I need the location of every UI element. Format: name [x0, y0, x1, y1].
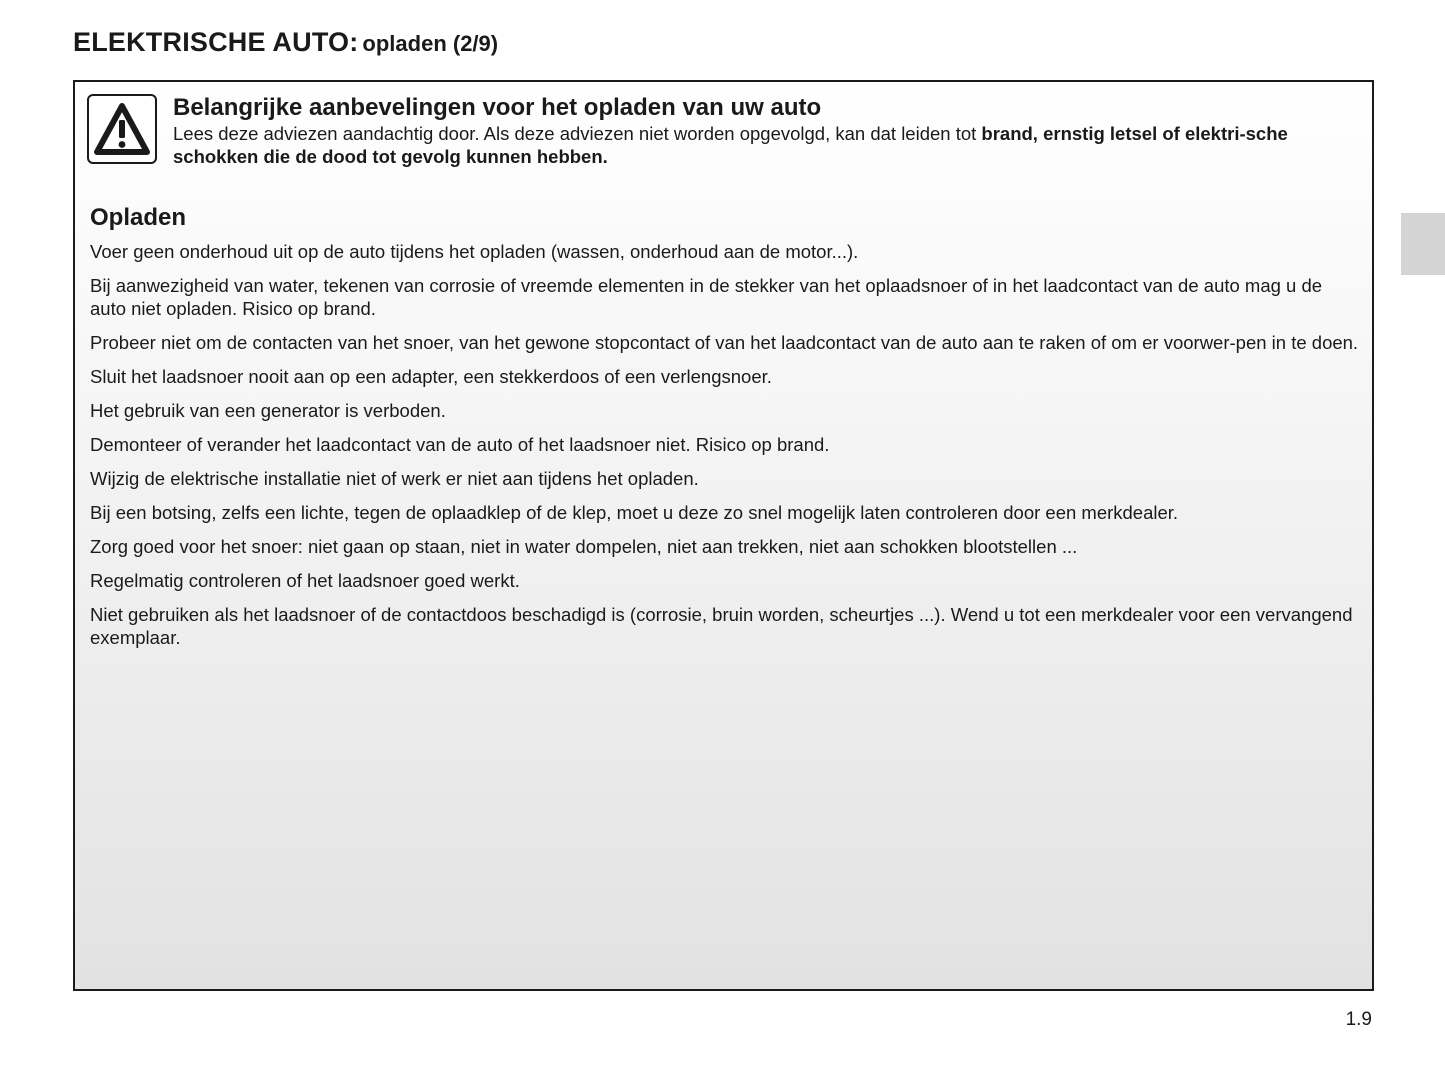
warning-box — [73, 80, 1374, 991]
warning-text-bold: brand, ernstig letsel of elektri-sche schokken die de dood tot gevolg kunnen hebben. — [173, 123, 1288, 167]
paragraph: Bij een botsing, zelfs een lichte, tegen de oplaadklep of de klep, moet u deze zo snel mogelijk laten controleren door een merkdealer. — [90, 502, 1179, 523]
paragraph: Niet gebruiken als het laadsnoer of de contactdoos beschadigd is (corrosie, bruin worden, scheurtjes ...). Wend u tot een merkdealer voor een vervangend exemplaar. — [90, 604, 1353, 648]
paragraph: Bij aanwezigheid van water, tekenen van corrosie of vreemde elementen in de stekker van het oplaadsnoer of in het laadcontact van de auto mag u de auto niet opladen. Risico op brand. — [90, 275, 1323, 319]
page-number: 1.9 — [1345, 1009, 1372, 1030]
section-opladen — [90, 203, 1359, 660]
page-title-main: ELEKTRISCHE AUTO: — [73, 27, 359, 57]
warning-text-normal: Lees deze adviezen aandachtig door. Als deze adviezen niet worden opgevolgd, kan dat leiden tot — [173, 123, 982, 144]
paragraph: Zorg goed voor het snoer: niet gaan op staan, niet in water dompelen, niet aan trekken, niet aan schokken blootstellen ... — [90, 536, 1078, 557]
section-heading: Opladen — [90, 204, 187, 231]
paragraph: Sluit het laadsnoer nooit aan op een adapter, een stekkerdoos of een verlengsnoer. — [90, 366, 772, 387]
warning-header — [173, 94, 1359, 168]
warning-triangle-icon-svg — [93, 101, 151, 157]
paragraph: Demonteer of verander het laadcontact van de auto of het laadsnoer niet. Risico op brand. — [90, 434, 830, 455]
paragraph: Het gebruik van een generator is verboden. — [90, 400, 446, 421]
paragraph: Voer geen onderhoud uit op de auto tijdens het opladen (wassen, onderhoud aan de motor...). — [90, 241, 859, 262]
paragraph: Probeer niet om de contacten van het snoer, van het gewone stopcontact of van het laadcontact van de auto aan te raken of om er voorwer-pen in te doen. — [90, 332, 1359, 353]
paragraph: Regelmatig controleren of het laadsnoer goed werkt. — [90, 570, 520, 591]
page-title — [73, 24, 498, 56]
warning-title: Belangrijke aanbevelingen voor het opladen van uw auto — [173, 94, 822, 121]
warning-triangle-icon — [87, 94, 157, 164]
paragraph: Wijzig de elektrische installatie niet of werk er niet aan tijdens het opladen. — [90, 468, 699, 489]
page-title-sub: opladen (2/9) — [362, 31, 499, 56]
chapter-tab — [1401, 213, 1445, 275]
warning-text — [173, 122, 1359, 168]
